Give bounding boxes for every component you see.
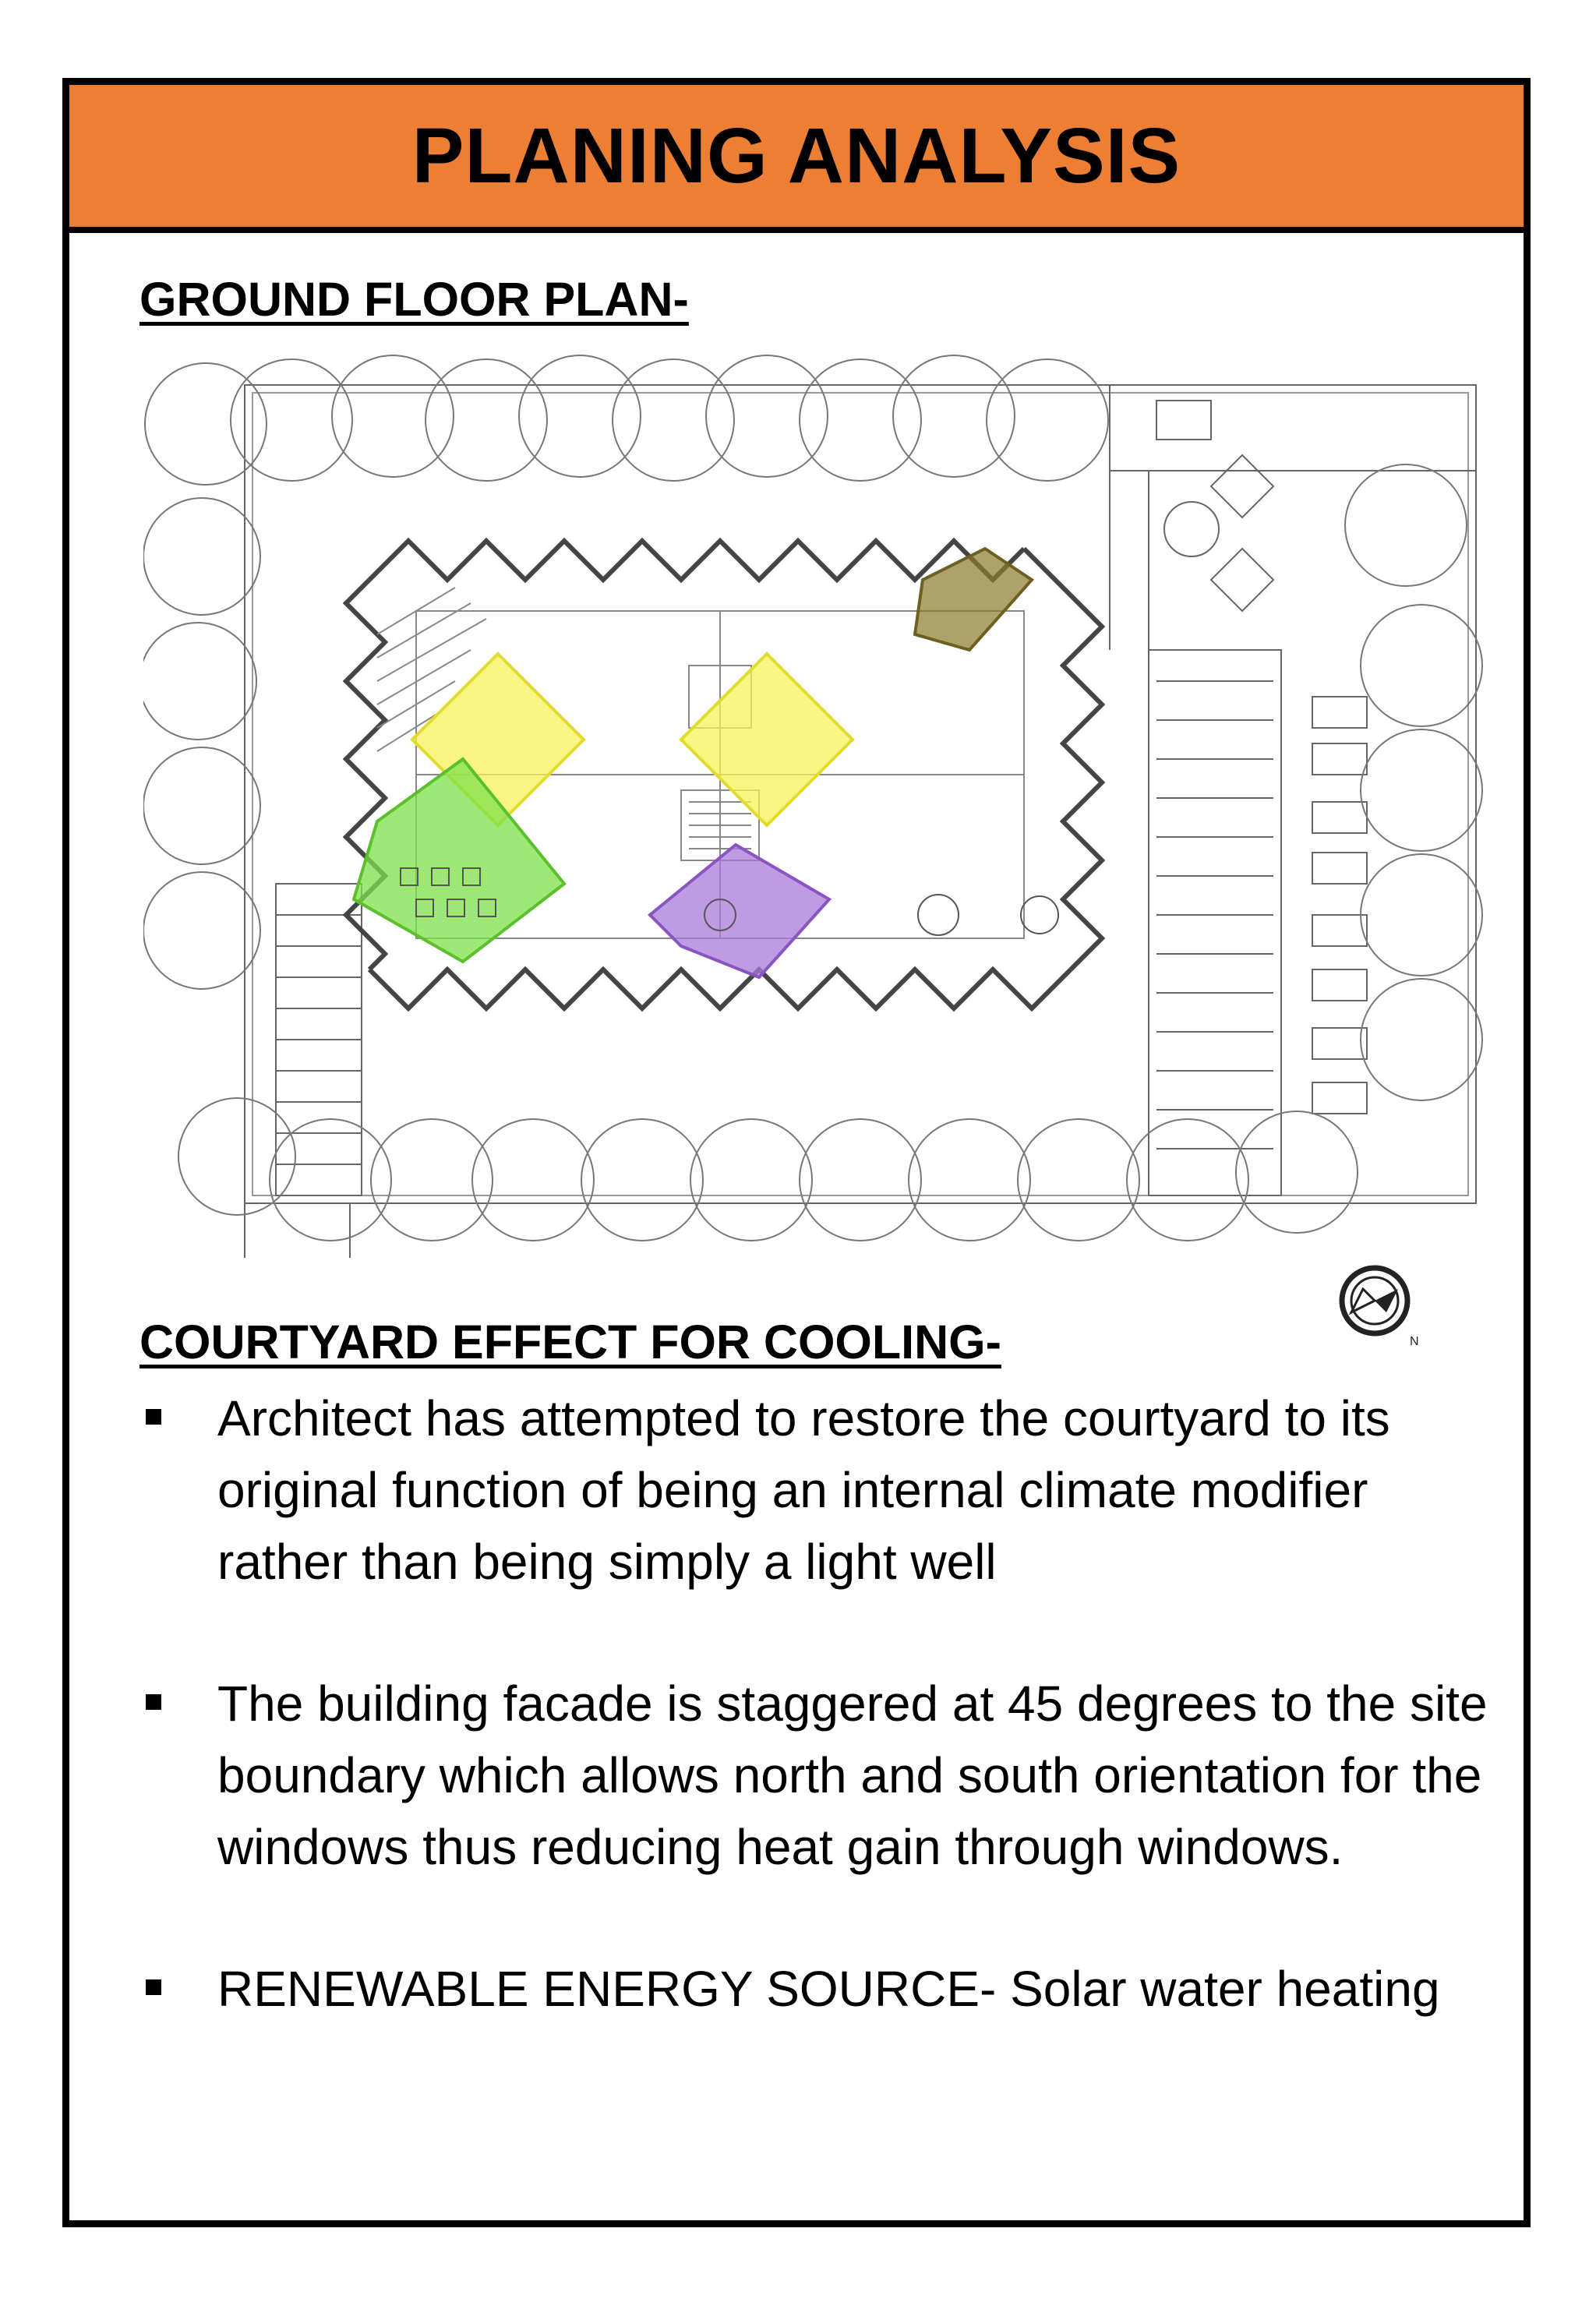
bullet-text: The building facade is staggered at 45 degrees to the site boundary which allows north and south orientation for the windows thus reducing heat gain through windows. xyxy=(217,1676,1488,1875)
list-item xyxy=(139,1383,1511,1598)
square-bullet-icon xyxy=(146,1979,161,1995)
svg-text:N: N xyxy=(1410,1335,1419,1348)
parking-lanes xyxy=(1149,650,1281,1195)
square-bullet-icon xyxy=(146,1694,161,1710)
slide-frame xyxy=(62,78,1531,2227)
courtyard-effect-heading: COURTYARD EFFECT FOR COOLING- xyxy=(139,1315,1001,1368)
bullet-list xyxy=(139,1383,1511,2095)
title-banner xyxy=(69,85,1524,233)
bullet-text: Architect has attempted to restore the courtyard to its original function of being an internal climate modifier rather than being simply a light well xyxy=(217,1390,1390,1590)
ground-floor-plan-heading: GROUND FLOOR PLAN- xyxy=(139,273,689,326)
ground-floor-plan-drawing xyxy=(143,354,1503,1258)
courtyard-right-highlight xyxy=(681,654,853,825)
conference-room-highlight xyxy=(650,845,829,977)
north-arrow-icon xyxy=(1332,1258,1433,1359)
page-title: PLANING ANALYSIS xyxy=(411,111,1181,200)
list-item xyxy=(139,1953,1511,2025)
bullet-text: RENEWABLE ENERGY SOURCE- Solar water heating xyxy=(217,1961,1440,2017)
square-bullet-icon xyxy=(146,1409,161,1425)
list-item xyxy=(139,1668,1511,1883)
